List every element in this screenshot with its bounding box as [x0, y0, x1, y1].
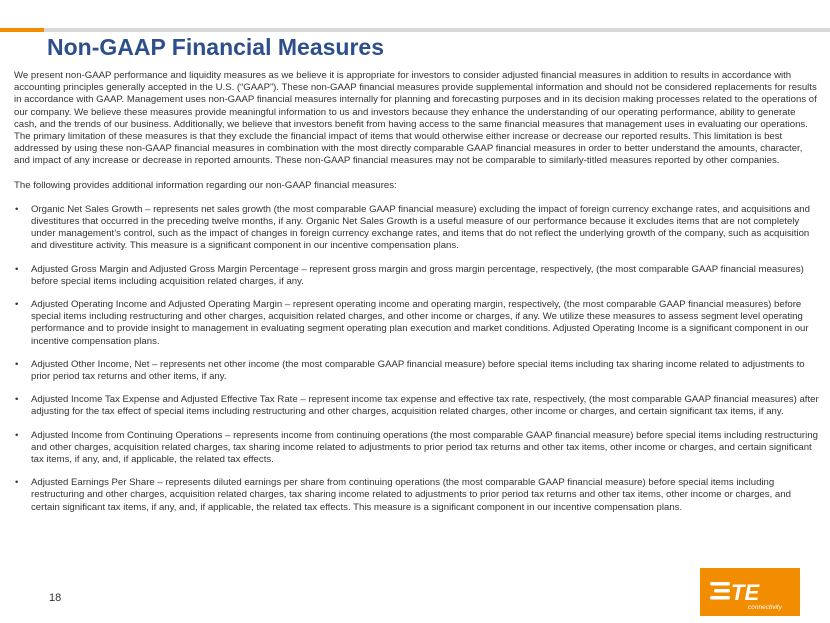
logo-mark-text: TE: [731, 580, 760, 605]
list-item-text: Adjusted Income Tax Expense and Adjusted Effective Tax Rate – represent income tax expense and effective tax rate, respectively, (the most comparable GAAP financial measures) after adjusting for the tax effect of special items including restructuring and other charges, acquisition related charges, other income or charges, and certain significant tax items, if any.: [31, 394, 819, 418]
list-item-text: Adjusted Gross Margin and Adjusted Gross Margin Percentage – represent gross margin and gross margin percentage, respectively, (the most comparable GAAP financial measures) before special items including acquisition related charges, if any.: [31, 263, 804, 287]
list-item-text: Adjusted Operating Income and Adjusted Operating Margin – represent operating income and operating margin, respectively, (the most comparable GAAP financial measures) before special items including restructuring and other charges, acquisition related charges, and other income or charges, if any. We utilize these measures to assess segment level operating performance and to provide insight to management in evaluating segment operating plan execution and market conditions. Adjusted Operating Income is a significant component in our incentive compensation plans.: [31, 299, 809, 347]
bullet-icon: •: [15, 429, 19, 441]
list-item: [14, 264, 819, 288]
list-item: [14, 477, 819, 514]
list-item: [14, 430, 819, 467]
bullet-icon: •: [15, 203, 19, 215]
te-connectivity-logo: [700, 568, 800, 616]
body-content: [14, 70, 819, 514]
list-item-text: Organic Net Sales Growth – represents net sales growth (the most comparable GAAP financial measure) excluding the impact of foreign currency exchange rates, and acquisitions and divestitures that occurred in the preceding twelve months, if any. Organic Net Sales Growth is a useful measure of our performance because it excludes items that are not completely under management’s control, such as the impact of changes in foreign currency exchange rates, and items that do not reflect the underlying growth of the company, such as acquisition and divestiture activity. This measure is a significant component in our incentive compensation plans.: [31, 203, 810, 252]
header-rule: [0, 28, 830, 32]
te-logo-icon: [700, 568, 800, 616]
list-item: [14, 394, 819, 418]
bullet-icon: •: [15, 394, 19, 406]
bullet-icon: •: [15, 358, 19, 370]
intro-paragraph: We present non-GAAP performance and liquidity measures as we believe it is appropriate for investors to consider adjusted financial measures in addition to results in accordance with accounting principles generally accepted in the U.S. (“GAAP”). These non-GAAP financial measures provide supplemental information and should not be considered replacements for results in accordance with GAAP. Management uses non-GAAP financial measures internally for planning and forecasting purposes and in its decision making processes related to the operations of our company. We believe these measures provide meaningful information to us and investors because they enhance the understanding of our operating performance, ability to generate cash, and the trends of our business. Additionally, we believe that investors benefit from having access to the same financial measures that management uses in evaluating our operations. The primary limitation of these measures is that they exclude the financial impact of items that would otherwise either increase or decrease our reported results. This limitation is best addressed by using these non-GAAP financial measures in combination with the most directly comparable GAAP financial measures in order to better understand the amounts, character, and impact of any increase or decrease in reported amounts. These non-GAAP financial measures may not be comparable to similarly-titled measures reported by other companies.: [14, 70, 817, 167]
list-item-text: Adjusted Income from Continuing Operations – represents income from continuing operations (the most comparable GAAP financial measure) before special items including restructuring and other charges, acquisition related charges, tax sharing income related to adjustments to prior period tax returns and other tax items, other income or charges, and certain significant tax items, if any, and, if applicable, the related tax effects.: [31, 429, 818, 466]
list-item-text: Adjusted Earnings Per Share – represents diluted earnings per share from continuing operations (the most comparable GAAP financial measure) before special items including restructuring and other charges, acquisition related charges, tax sharing income related to adjustments to prior period tax returns and other tax items, other income or charges, and certain significant tax items, if any, and, if applicable, the related tax effects. This measure is a significant component in our incentive compensation plans.: [31, 477, 791, 513]
bullet-icon: •: [15, 299, 19, 311]
list-item: [14, 204, 819, 253]
page-title: Non-GAAP Financial Measures: [47, 34, 384, 60]
page-number: 18: [49, 592, 62, 604]
logo-word-text: connectivity: [748, 604, 782, 611]
bullet-icon: •: [15, 263, 19, 275]
bullet-icon: •: [15, 477, 19, 489]
list-item-text: Adjusted Other Income, Net – represents net other income (the most comparable GAAP financial measure) before special items including tax sharing income related to adjustments to prior period tax returns and other items, if any.: [31, 358, 805, 383]
measures-list: [14, 204, 819, 514]
list-item: [14, 359, 819, 383]
lead-in-text: The following provides additional information regarding our non-GAAP financial measures:: [14, 179, 397, 191]
list-item: [14, 299, 819, 348]
header-rule-accent: [0, 28, 44, 32]
